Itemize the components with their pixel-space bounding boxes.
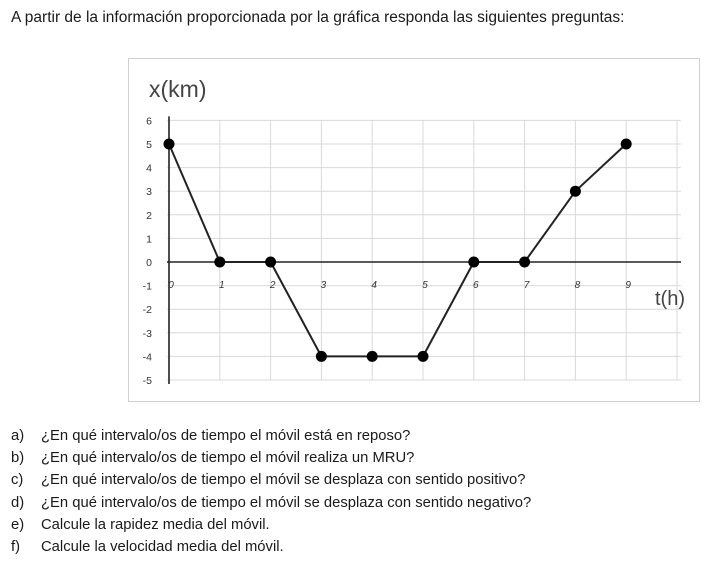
question-item bbox=[11, 469, 531, 491]
x-tick-label: 7 bbox=[523, 280, 530, 291]
y-tick-label: 2 bbox=[146, 209, 152, 222]
x-axis-label: t(h) bbox=[655, 288, 685, 310]
question-letter: f) bbox=[11, 539, 21, 556]
x-tick-label: 2 bbox=[269, 280, 276, 291]
question-letter: b) bbox=[11, 450, 25, 467]
question-item bbox=[11, 425, 531, 447]
intro-text: A partir de la información proporcionada por la gráfica responda las siguientes preguntas: bbox=[11, 9, 625, 26]
question-list bbox=[11, 425, 531, 558]
y-tick-label: -3 bbox=[142, 327, 152, 340]
question-text: ¿En qué intervalo/os de tiempo el móvil realiza un MRU? bbox=[41, 450, 415, 467]
y-tick-label: 6 bbox=[146, 115, 152, 128]
y-tick-label: -1 bbox=[142, 280, 152, 293]
line-segment bbox=[169, 144, 220, 262]
x-tick-label: 4 bbox=[371, 280, 377, 291]
y-tick-label: 0 bbox=[146, 257, 152, 269]
x-tick-label: 8 bbox=[574, 280, 581, 291]
chart-axes bbox=[167, 116, 681, 384]
question-item bbox=[11, 514, 531, 536]
question-item bbox=[11, 536, 531, 558]
question-letter: a) bbox=[11, 428, 25, 444]
data-points bbox=[164, 139, 632, 362]
question-text: Calcule la velocidad media del móvil. bbox=[41, 539, 284, 556]
data-point bbox=[418, 351, 429, 362]
y-tick-label: -4 bbox=[142, 351, 152, 364]
data-point bbox=[367, 351, 378, 362]
data-point bbox=[468, 257, 479, 268]
question-letter: c) bbox=[11, 472, 24, 489]
data-point bbox=[164, 139, 175, 150]
question-text: ¿En qué intervalo/os de tiempo el móvil está en reposo? bbox=[41, 428, 411, 444]
x-tick-label: 6 bbox=[473, 280, 479, 291]
y-tick-label: 4 bbox=[146, 162, 152, 175]
y-tick-label: -2 bbox=[142, 304, 152, 317]
y-axis-label: x(km) bbox=[149, 76, 207, 102]
data-point bbox=[570, 186, 581, 197]
y-tick-label: 1 bbox=[146, 233, 152, 246]
question-text: ¿En qué intervalo/os de tiempo el móvil se desplaza con sentido positivo? bbox=[41, 472, 526, 489]
question-letter: e) bbox=[11, 516, 25, 533]
data-point bbox=[316, 351, 327, 362]
y-tick-label: 5 bbox=[146, 139, 152, 151]
x-tick-label: 3 bbox=[320, 280, 327, 291]
line-segment bbox=[525, 191, 576, 262]
data-point bbox=[519, 257, 530, 268]
data-point bbox=[265, 257, 276, 268]
x-tick-label: 9 bbox=[625, 280, 631, 291]
question-text: Calcule la rapidez media del móvil. bbox=[41, 516, 270, 533]
data-point bbox=[621, 139, 632, 150]
question-text: ¿En qué intervalo/os de tiempo el móvil se desplaza con sentido negativo? bbox=[41, 494, 532, 511]
x-tick-label: 0 bbox=[168, 280, 174, 291]
data-line bbox=[169, 144, 626, 356]
data-point bbox=[214, 257, 225, 268]
question-item bbox=[11, 447, 531, 469]
position-time-chart bbox=[128, 58, 700, 402]
y-tick-label: -5 bbox=[142, 375, 152, 387]
chart-svg bbox=[129, 59, 701, 403]
chart-grid bbox=[167, 120, 681, 380]
y-tick-label: 3 bbox=[146, 186, 152, 199]
question-letter: d) bbox=[11, 494, 25, 511]
x-tick-label: 1 bbox=[219, 280, 225, 291]
question-item bbox=[11, 492, 531, 514]
x-tick-label: 5 bbox=[422, 280, 428, 291]
